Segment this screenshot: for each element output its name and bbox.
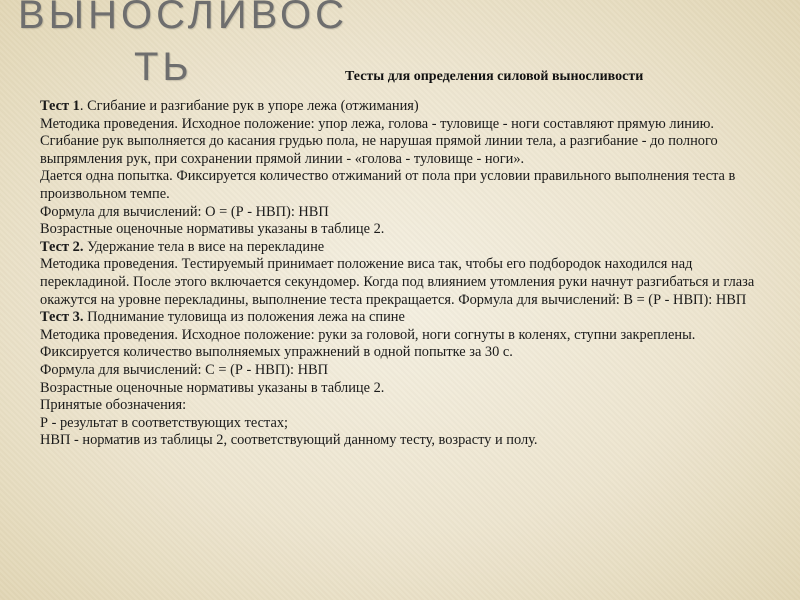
test2-heading bbox=[40, 239, 762, 257]
slide-heading bbox=[18, 0, 348, 90]
test3-label: Тест 3. bbox=[40, 309, 84, 326]
test3-formula: Формула для вычислений: С = (Р - НВП): НВП bbox=[40, 361, 329, 378]
test1-formula: Формула для вычислений: О = (Р - НВП): НВП bbox=[40, 203, 329, 220]
test1-title: . Сгибание и разгибание рук в упоре лежа (отжимания) bbox=[79, 98, 419, 114]
test1-attempt: Дается одна попытка. Фиксируется количество отжиманий от пола при условии правильного выполнения теста в произвольном темпе. bbox=[40, 168, 736, 202]
test1-norms: Возрастные оценочные нормативы указаны в таблице 2. bbox=[40, 221, 385, 238]
legend-p: Р - результат в соответствующих тестах; bbox=[40, 414, 289, 431]
test3-method: Методика проведения. Исходное положение: руки за головой, ноги согнуты в коленях, ступни закреплены. Фиксируется количество выполняемых упражнений в одной попытке за 30 с. bbox=[40, 326, 696, 361]
legend-title: Принятые обозначения: bbox=[40, 397, 187, 414]
legend-nvp: НВП - норматив из таблицы 2, соответствующий данному тесту, возрасту и полу. bbox=[40, 432, 538, 449]
test2-method: Методика проведения. Тестируемый принимает положение виса так, чтобы его подбородок находился над перекладиной. После этого включается секундомер. Когда под влиянием утомления руки начнут разгибаться и глаза окажутся на уровне перекладины, выполнение теста прекращается. Формула для вычислений: В = (Р - НВП): НВП bbox=[40, 256, 755, 308]
test2-title: Удержание тела в висе на перекладине bbox=[83, 238, 325, 255]
test3-heading bbox=[40, 309, 762, 327]
slide-subtitle: Тесты для определения силовой выносливости bbox=[345, 69, 644, 84]
test1-heading bbox=[40, 98, 762, 116]
test1-execution: Сгибание рук выполняется до касания грудью пола, не нарушая прямой линии тела, а разгибание - до полного выпрямления рук, при сохранении прямой линии - «голова - туловище - ноги». bbox=[40, 133, 718, 167]
test2-label: Тест 2. bbox=[40, 238, 84, 255]
heading-line-1: ВЫНОСЛИВОС bbox=[18, 0, 348, 37]
test1-method: Методика проведения. Исходное положение: упор лежа, голова - туловище - ноги составляют прямую линию. bbox=[40, 115, 715, 132]
slide-body bbox=[40, 98, 762, 450]
test3-norms: Возрастные оценочные нормативы указаны в таблице 2. bbox=[40, 379, 385, 396]
test1-label: Тест 1 bbox=[40, 98, 80, 114]
heading-line-2: ТЬ bbox=[134, 45, 193, 89]
test3-title: Поднимание туловища из положения лежа на спине bbox=[83, 309, 405, 326]
